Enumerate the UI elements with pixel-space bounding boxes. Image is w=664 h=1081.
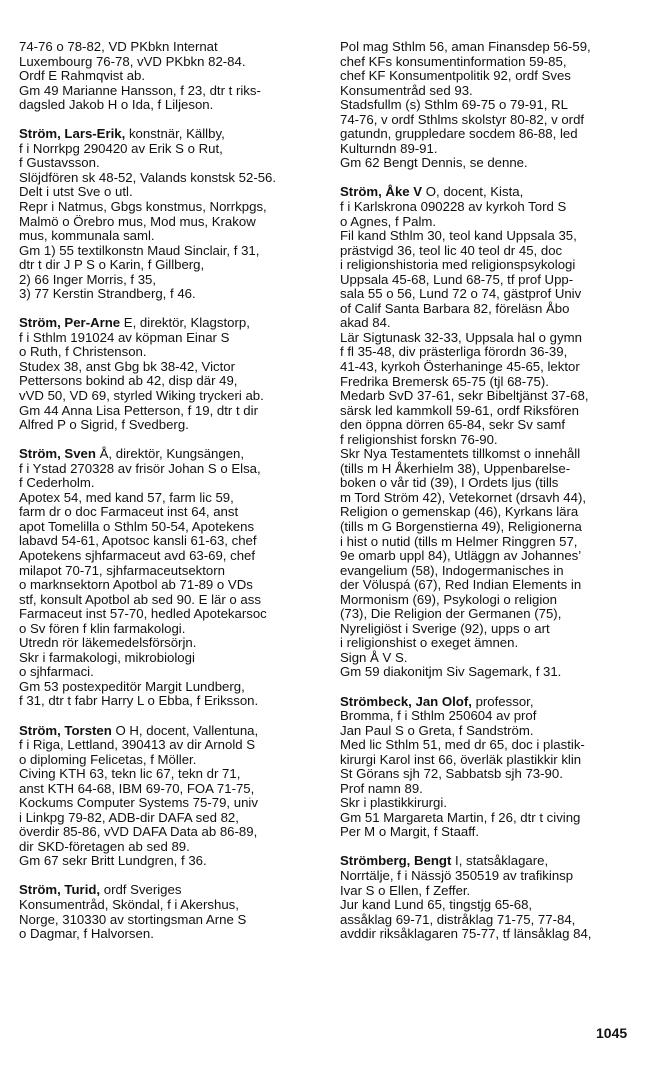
entry-line	[19, 287, 319, 302]
entry-line	[340, 753, 646, 768]
entry-text: 9e omarb uppl 84), Utläggn av Johannes’	[340, 548, 582, 564]
entry-text: f fl 35-48, div prästerliga förordn 36-39,	[340, 344, 568, 360]
entry-text: Norrtälje, f i Nässjö 350519 av trafikinsp	[340, 868, 574, 884]
entry-text: den öppna dörren 65-84, sekr Sv samf	[340, 417, 566, 433]
entry-text: of Calif Santa Barbara 82, föreläsn Åbo	[340, 300, 570, 316]
entry-line	[19, 753, 319, 768]
entry-line	[19, 462, 319, 477]
entry-line	[19, 811, 319, 826]
entry-line	[340, 593, 646, 608]
entry-text: kirurgi Karol inst 66, överläk plastikkir klin	[340, 751, 582, 767]
entry-line	[19, 345, 319, 360]
entry-text: Gm 49 Marianne Hansson, f 23, dtr t riks-	[19, 82, 261, 98]
entry-line	[340, 505, 646, 520]
entry-line	[340, 651, 646, 666]
entry-line	[340, 418, 646, 433]
entry-name: Ström, Åke V	[340, 184, 423, 200]
entry-text: I, statsåklagare,	[451, 853, 549, 869]
entry-line	[340, 796, 646, 811]
entry-line	[19, 142, 319, 157]
entry-line	[19, 447, 319, 462]
entry-text: farm dr o doc Farmaceut inst 64, anst	[19, 504, 239, 520]
entry-line	[340, 607, 646, 622]
entry-line	[340, 811, 646, 826]
entry-line	[19, 578, 319, 593]
entry-line	[19, 883, 319, 898]
entry-line	[19, 491, 319, 506]
entry-line	[340, 709, 646, 724]
entry-line	[340, 55, 646, 70]
entry-line	[340, 724, 646, 739]
entry-text: i religionshist o exeget ämnen.	[340, 635, 519, 651]
entry-line	[340, 491, 646, 506]
entry-name: Ström, Torsten	[19, 722, 112, 738]
entry-line	[19, 69, 319, 84]
entry-text: Farmaceut inst 57-70, hedled Apotekarsoc	[19, 606, 267, 622]
page-number: 1045	[596, 1025, 628, 1041]
entry-text: mus, kommunala saml.	[19, 228, 155, 244]
entry-text: Religion o gemenskap (46), Kyrkans lära	[340, 504, 579, 520]
entry-text: professor,	[471, 693, 534, 709]
entry-line	[340, 127, 646, 142]
entry-text: prästvigd 36, teol lic 40 teol dr 45, doc	[340, 242, 563, 258]
entry-text: (tills m G Borgenstierna 49), Religionerna	[340, 519, 582, 534]
entry-line	[19, 360, 319, 375]
biography-entry	[340, 40, 646, 171]
entry-line	[19, 534, 319, 549]
entry-name: Ström, Lars-Erik,	[19, 126, 126, 142]
entry-text: Gm 44 Anna Lisa Petterson, f 19, dtr t dir	[19, 402, 258, 418]
biography-entry	[340, 185, 646, 680]
entry-line	[340, 389, 646, 404]
entry-text: särsk led kammkoll 59-61, ordf Riksfören	[340, 402, 579, 418]
entry-line	[340, 156, 646, 171]
entry-text: Gm 53 postexpeditör Margit Lundberg,	[19, 678, 245, 694]
entry-line	[340, 98, 646, 113]
entry-text: o Ruth, f Christenson.	[19, 344, 147, 360]
entry-line	[19, 84, 319, 99]
entry-line	[19, 374, 319, 389]
entry-text: Skr i plastikkirurgi.	[340, 795, 447, 811]
biography-entry	[340, 854, 646, 941]
entry-line	[340, 767, 646, 782]
entry-text: dagsled Jakob H o Ida, f Liljeson.	[19, 97, 214, 113]
entry-text: assåklag 69-71, distråklag 71-75, 77-84,	[340, 911, 576, 927]
left-column	[19, 40, 319, 956]
entry-line	[340, 258, 646, 273]
biography-entry	[19, 724, 319, 869]
entry-line	[340, 564, 646, 579]
entry-text: St Görans sjh 72, Sabbatsb sjh 73-90.	[340, 766, 563, 782]
entry-text: Pol mag Sthlm 56, aman Finansdep 56-59,	[340, 39, 591, 54]
entry-line	[340, 273, 646, 288]
entry-text: Gm 62 Bengt Dennis, se denne.	[340, 155, 528, 171]
entry-line	[19, 244, 319, 259]
entry-text: Sign Å V S.	[340, 649, 408, 665]
entry-text: dir SKD-företagen ab sed 89.	[19, 838, 190, 854]
entry-text: f i Karlskrona 090228 av kyrkoh Tord S	[340, 198, 567, 214]
entry-line	[340, 535, 646, 550]
entry-text: 74-76, v ordf Sthlms skolstyr 80-82, v ordf	[340, 111, 585, 127]
entry-text: i religionshistoria med religionspsykologi	[340, 257, 576, 273]
entry-text: Apotex 54, med kand 57, farm lic 59,	[19, 489, 234, 505]
entry-text: i hist o nutid (tills m Helmer Ringgren 57,	[340, 533, 578, 549]
entry-line	[19, 200, 319, 215]
entry-text: Mormonism (69), Psykologi o religion	[340, 591, 557, 607]
entry-line	[340, 404, 646, 419]
entry-text: 41-43, kyrkoh Österhaninge 45-65, lektor	[340, 358, 580, 374]
entry-text: o marknsektorn Apotbol ab 71-89 o VDs	[19, 577, 253, 593]
entry-line	[340, 447, 646, 462]
entry-line	[340, 331, 646, 346]
entry-line	[19, 622, 319, 637]
entry-name: Strömberg, Bengt	[340, 853, 452, 869]
entry-line	[19, 636, 319, 651]
entry-line	[340, 316, 646, 331]
entry-line	[19, 651, 319, 666]
entry-line	[340, 898, 646, 913]
entry-line	[340, 622, 646, 637]
entry-line	[340, 69, 646, 84]
entry-line	[340, 549, 646, 564]
entry-line	[340, 185, 646, 200]
entry-line	[340, 375, 646, 390]
entry-line	[19, 273, 319, 288]
entry-line	[19, 98, 319, 113]
entry-line	[19, 549, 319, 564]
entry-text: ordf Sveriges	[100, 882, 182, 898]
entry-line	[19, 316, 319, 331]
entry-line	[340, 302, 646, 317]
entry-line	[19, 258, 319, 273]
entry-text: Studex 38, anst Gbg bk 38-42, Victor	[19, 358, 236, 374]
entry-name: Ström, Per-Arne	[19, 315, 121, 331]
entry-line	[340, 215, 646, 230]
entry-line	[19, 171, 319, 186]
entry-name: Strömbeck, Jan Olof,	[340, 693, 472, 709]
entry-line	[19, 476, 319, 491]
entry-text: Per M o Margit, f Staaff.	[340, 824, 480, 840]
entry-text: Konsumentråd sed 93.	[340, 82, 473, 98]
entry-line	[340, 782, 646, 797]
entry-text: i Linkpg 79-82, ADB-dir DAFA sed 82,	[19, 809, 239, 825]
entry-line	[19, 215, 319, 230]
entry-text: dtr t dir J P S o Karin, f Gillberg,	[19, 257, 205, 273]
entry-text: Fredrika Bremersk 65-75 (tjl 68-75).	[340, 373, 549, 389]
entry-text: 74-76 o 78-82, VD PKbkn Internat	[19, 39, 218, 54]
entry-line	[19, 782, 319, 797]
right-column	[340, 40, 646, 956]
entry-line	[340, 287, 646, 302]
entry-text: labavd 54-61, Apotsoc kansli 61-63, chef	[19, 533, 257, 549]
biography-entry	[19, 316, 319, 432]
entry-text: o sjhfarmaci.	[19, 664, 94, 680]
entry-line	[340, 142, 646, 157]
entry-line	[19, 404, 319, 419]
entry-text: Malmö o Örebro mus, Mod mus, Krakow	[19, 213, 256, 229]
entry-line	[19, 156, 319, 171]
entry-text: Uppsala 45-68, Lund 68-75, tf prof Upp-	[340, 271, 574, 287]
entry-text: sala 55 o 56, Lund 72 o 74, gästprof Univ	[340, 286, 582, 302]
entry-line	[19, 898, 319, 913]
entry-text: f i Ystad 270328 av frisör Johan S o Elsa,	[19, 460, 261, 476]
entry-line	[19, 680, 319, 695]
entry-text: Ivar S o Ellen, f Zeffer.	[340, 882, 471, 898]
entry-text: Alfred P o Sigrid, f Svedberg.	[19, 417, 189, 433]
entry-text: avddir riksåklagaren 75-77, tf länsåklag 84,	[340, 926, 592, 942]
entry-line	[340, 854, 646, 869]
entry-line	[19, 607, 319, 622]
entry-line	[19, 564, 319, 579]
entry-text: Kockums Computer Systems 75-79, univ	[19, 795, 258, 811]
entry-line	[340, 738, 646, 753]
entry-text: o Sv fören f klin farmakologi.	[19, 620, 186, 636]
entry-line	[340, 476, 646, 491]
biography-entry	[340, 695, 646, 840]
entry-text: Å, direktör, Kungsängen,	[95, 446, 245, 462]
entry-text: Ordf E Rahmqvist ab.	[19, 68, 146, 84]
entry-text: Gm 51 Margareta Martin, f 26, dtr t civing	[340, 809, 581, 825]
entry-text: chef KF Konsumentpolitik 92, ordf Sves	[340, 68, 571, 84]
entry-line	[19, 331, 319, 346]
entry-line	[340, 927, 646, 942]
entry-text: Pettersons bokind ab 42, disp där 49,	[19, 373, 238, 389]
entry-text: Luxembourg 76-78, vVD PKbkn 82-84.	[19, 53, 246, 69]
entry-line	[340, 520, 646, 535]
entry-line	[19, 127, 319, 142]
entry-text: Med lic Sthlm 51, med dr 65, doc i plastik-	[340, 737, 585, 753]
entry-line	[19, 927, 319, 942]
entry-text: Skr i farmakologi, mikrobiologi	[19, 649, 195, 665]
entry-line	[340, 913, 646, 928]
entry-text: överdir 85-86, vVD DAFA Data ab 86-89,	[19, 824, 258, 840]
entry-text: Civing KTH 63, tekn lic 67, tekn dr 71,	[19, 766, 241, 782]
entry-text: f i Sthlm 191024 av köpman Einar S	[19, 329, 230, 345]
entry-text: Gm 1) 55 textilkonstn Maud Sinclair, f 31,	[19, 242, 260, 258]
entry-line	[19, 418, 319, 433]
entry-line	[19, 767, 319, 782]
entry-text: (tills m H Åkerhielm 38), Uppenbarelse-	[340, 460, 571, 476]
entry-line	[340, 578, 646, 593]
entry-text: Prof namn 89.	[340, 780, 423, 796]
entry-text: Bromma, f i Sthlm 250604 av prof	[340, 708, 537, 724]
entry-text: Skr Nya Testamentets tillkomst o innehåll	[340, 446, 581, 462]
entry-text: akad 84.	[340, 315, 391, 331]
entry-line	[19, 593, 319, 608]
entry-line	[340, 636, 646, 651]
entry-line	[19, 55, 319, 70]
entry-line	[19, 185, 319, 200]
entry-text: f religionshist forskn 76-90.	[340, 431, 498, 447]
entry-text: o Agnes, f Palm.	[340, 213, 437, 229]
entry-text: E, direktör, Klagstorp,	[120, 315, 250, 331]
entry-text: chef KFs konsumentinformation 59-85,	[340, 53, 567, 69]
entry-line	[340, 462, 646, 477]
entry-line	[340, 665, 646, 680]
entry-line	[340, 360, 646, 375]
entry-text: Konsumentråd, Sköndal, f i Akershus,	[19, 897, 239, 913]
entry-line	[19, 913, 319, 928]
entry-text: Kulturndn 89-91.	[340, 140, 438, 156]
entry-line	[340, 84, 646, 99]
entry-text: 3) 77 Kerstin Strandberg, f 46.	[19, 286, 196, 302]
entry-text: stf, konsult Apotbol ab sed 90. E lär o ass	[19, 591, 261, 607]
entry-text: (73), Die Religion der Germanen (75),	[340, 606, 562, 622]
entry-text: gatundn, gruppledare socdem 86-88, led	[340, 126, 578, 142]
entry-text: Gm 59 diakonitjm Siv Sagemark, f 31.	[340, 664, 562, 680]
entry-text: Lär Sigtunask 32-33, Uppsala hal o gymn	[340, 329, 582, 345]
biography-entry	[19, 447, 319, 709]
entry-line	[340, 113, 646, 128]
entry-line	[19, 505, 319, 520]
entry-line	[340, 200, 646, 215]
entry-text: Delt i utst Sve o utl.	[19, 184, 133, 200]
entry-text: Apotekens sjhfarmaceut avd 63-69, chef	[19, 548, 256, 563]
entry-text: 2) 66 Inger Morris, f 35,	[19, 271, 157, 287]
entry-line	[340, 244, 646, 259]
entry-line	[340, 229, 646, 244]
entry-text: konstnär, Källby,	[125, 126, 225, 142]
entry-line	[19, 738, 319, 753]
biography-entry	[19, 127, 319, 302]
entry-line	[19, 389, 319, 404]
entry-text: Jur kand Lund 65, tingstjg 65-68,	[340, 897, 533, 913]
entry-line	[19, 694, 319, 709]
entry-text: evangelium (58), Indogermanisches in	[340, 562, 564, 578]
entry-line	[340, 884, 646, 899]
biography-entry	[19, 40, 319, 113]
entry-text: anst KTH 64-68, IBM 69-70, FOA 71-75,	[19, 780, 255, 796]
entry-name: Ström, Sven	[19, 446, 96, 462]
entry-name: Ström, Turid,	[19, 882, 101, 898]
entry-text: o diploming Felicetas, f Möller.	[19, 751, 197, 767]
entry-text: f i Norrkpg 290420 av Erik S o Rut,	[19, 140, 223, 156]
entry-text: o Dagmar, f Halvorsen.	[19, 926, 154, 942]
entry-text: m Tord Ström 42), Vetekornet (drsavh 44),	[340, 489, 587, 505]
entry-text: apot Tomelilla o Sthlm 50-54, Apotekens	[19, 518, 255, 534]
entry-text: Medarb SvD 37-61, sekr Bibeltjänst 37-68,	[340, 388, 589, 404]
entry-text: O H, docent, Vallentuna,	[111, 722, 259, 738]
entry-line	[340, 825, 646, 840]
entry-line	[340, 40, 646, 55]
entry-line	[19, 825, 319, 840]
entry-text: f 31, dtr t fabr Harry L o Ebba, f Eriksson.	[19, 693, 259, 709]
entry-text: vVD 50, VD 69, styrled Wiking tryckeri ab.	[19, 388, 264, 404]
entry-text: Norge, 310330 av stortingsman Arne S	[19, 911, 247, 927]
entry-line	[340, 869, 646, 884]
entry-line	[19, 854, 319, 869]
entry-text: Nyreligiöst i Sverige (92), upps o art	[340, 620, 550, 636]
entry-text: Stadsfullm (s) Sthlm 69-75 o 79-91, RL	[340, 97, 568, 113]
entry-text: f Gustavsson.	[19, 155, 100, 171]
entry-text: Fil kand Sthlm 30, teol kand Uppsala 35,	[340, 228, 577, 244]
entry-text: f i Riga, Lettland, 390413 av dir Arnold S	[19, 737, 256, 753]
entry-line	[19, 229, 319, 244]
entry-text: Gm 67 sekr Britt Lundgren, f 36.	[19, 853, 207, 869]
entry-line	[19, 724, 319, 739]
entry-line	[19, 840, 319, 855]
entry-text: boken o vår tid (39), I Ordets ljus (tills	[340, 475, 559, 491]
entry-line	[340, 345, 646, 360]
entry-text: Slöjdfören sk 48-52, Valands konstsk 52-56.	[19, 169, 277, 185]
entry-text: Utredn rör läkemedelsförsörjn.	[19, 635, 197, 651]
entry-line	[19, 665, 319, 680]
entry-line	[19, 520, 319, 535]
entry-line	[19, 40, 319, 55]
biography-entry	[19, 883, 319, 941]
entry-text: der Völuspá (67), Red Indian Elements in	[340, 577, 582, 593]
entry-text: Jan Paul S o Greta, f Sandström.	[340, 722, 534, 738]
entry-text: f Cederholm.	[19, 475, 95, 491]
entry-line	[19, 796, 319, 811]
entry-text: Repr i Natmus, Gbgs konstmus, Norrkpgs,	[19, 198, 267, 214]
entry-line	[340, 433, 646, 448]
entry-line	[340, 695, 646, 710]
entry-text: O, docent, Kista,	[422, 184, 524, 200]
entry-text: milapot 70-71, sjhfarmaceutsektorn	[19, 562, 225, 578]
